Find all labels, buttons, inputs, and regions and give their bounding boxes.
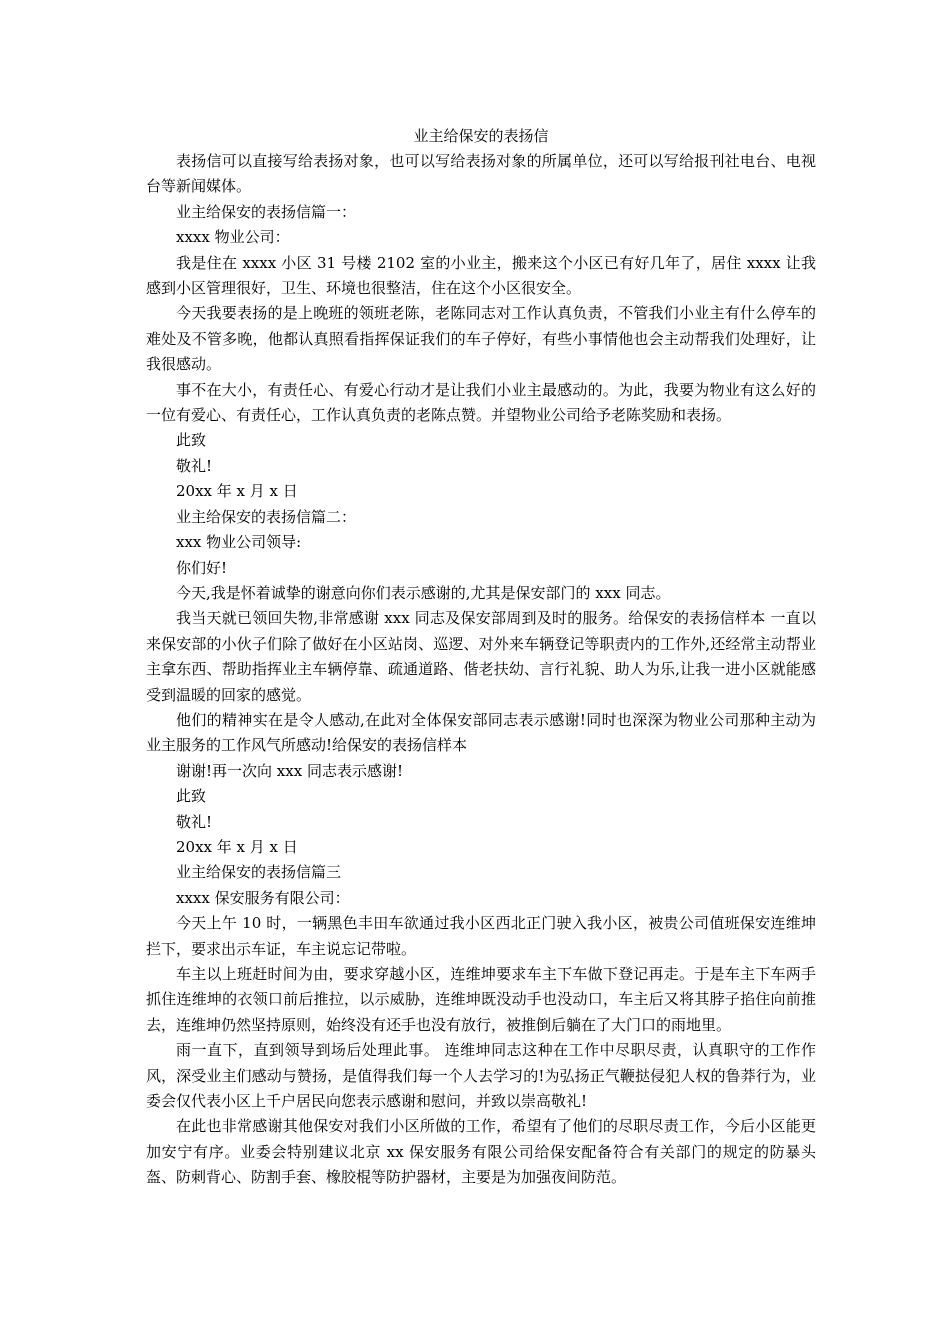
paragraph: 在此也非常感谢其他保安对我们小区所做的工作，希望有了他们的尽职尽责工作，今后小区能更加安宁有序。业委会特别建议北京 xx 保安服务有限公司给保安配备符合有关部门的规定的防暴头盔、防刺背心、防割手套、橡胶棍等防护器材，主要是为加强夜间防范。 <box>146 1117 816 1187</box>
heading-letter-two: 业主给保安的表扬信篇二： <box>176 507 357 526</box>
date-line: 20xx 年 x 月 x 日 <box>176 837 298 856</box>
paragraph-intro: 表扬信可以直接写给表扬对象，也可以写给表扬对象的所属单位，还可以写给报刊社电台、电视台等新闻媒体。 <box>146 152 816 196</box>
paragraph: 今天我要表扬的是上晚班的领班老陈，老陈同志对工作认真负责，不管我们小业主有什么停车的难处及不管多晚，他都认真照看指挥保证我们的车子停好，有些小事情他也会主动帮我们处理好，让我很感动。 <box>146 304 816 374</box>
salutation-two: xxx 物业公司领导: <box>176 533 302 552</box>
paragraph: 今天上午 10 时，一辆黑色丰田车欲通过我小区西北正门驶入我小区，被贵公司值班保安连维坤拦下，要求出示车证，车主说忘记带啦。 <box>146 914 816 958</box>
closing-line: 此致 <box>176 787 207 806</box>
heading-letter-three: 业主给保安的表扬信篇三 <box>176 863 342 882</box>
paragraph: 事不在大小，有责任心、有爱心行动才是让我们小业主最感动的。为此，我要为物业有这么好的一位有爱心、有责任心，工作认真负责的老陈点赞。并望物业公司给予老陈奖励和表扬。 <box>146 380 816 425</box>
document-page <box>146 124 816 1191</box>
closing-line: 此致 <box>176 431 207 450</box>
closing-line: 敬礼! <box>176 812 213 831</box>
heading-letter-one: 业主给保安的表扬信篇一： <box>176 202 357 221</box>
closing-line: 敬礼! <box>176 456 213 475</box>
salutation-one: xxxx 物业公司： <box>176 228 290 247</box>
paragraph: 雨一直下，直到领导到场后处理此事。 连维坤同志这种在工作中尽职尽责，认真职守的工作作风，深受业主们感动与赞扬，是值得我们每一个人去学习的!为弘扬正气鞭挞侵犯人权的鲁莽行为，业委会仅代表小区上千户居民向您表示感谢和慰问，并致以崇高敬礼! <box>146 1041 816 1111</box>
paragraph: 我当天就已领回失物,非常感谢 xxx 同志及保安部周到及时的服务。给保安的表扬信样本 一直以来保安部的小伙子们除了做好在小区站岗、巡逻、对外来车辆登记等职责内的工作外,还经常主动帮业主拿东西、帮助指挥业主车辆停靠、疏通道路、偕老扶幼、言行礼貌、助人为乐,让我一进小区就能感受到温暖的回家的感觉。 <box>146 609 816 704</box>
salutation-three: xxxx 保安服务有限公司： <box>176 888 350 907</box>
paragraph: 今天,我是怀着诚挚的谢意向你们表示感谢的,尤其是保安部门的 xxx 同志。 <box>176 583 671 602</box>
paragraph: 车主以上班赶时间为由，要求穿越小区，连维坤要求车主下车做下登记再走。于是车主下车两手抓住连维坤的衣领口前后推拉，以示威胁，连维坤既没动手也没动口，车主后又将其脖子掐住向前推去，连维坤仍然坚持原则，始终没有还手也没有放行，被推倒后躺在了大门口的雨地里。 <box>146 965 816 1034</box>
greeting-line: 你们好! <box>176 558 228 577</box>
date-line: 20xx 年 x 月 x 日 <box>176 482 298 501</box>
paragraph: 我是住在 xxxx 小区 31 号楼 2102 室的小业主，搬来这个小区已有好几年了，居住 xxxx 让我感到小区管理很好，卫生、环境也很整洁，住在这个小区很安全。 <box>146 253 816 298</box>
paragraph: 他们的精神实在是令人感动,在此对全体保安部同志表示感谢!同时也深深为物业公司那种主动为业主服务的工作风气所感动!给保安的表扬信样本 <box>146 710 816 755</box>
paragraph: 谢谢!再一次向 xxx 同志表示感谢! <box>176 761 403 780</box>
document-title: 业主给保安的表扬信 <box>413 127 549 145</box>
